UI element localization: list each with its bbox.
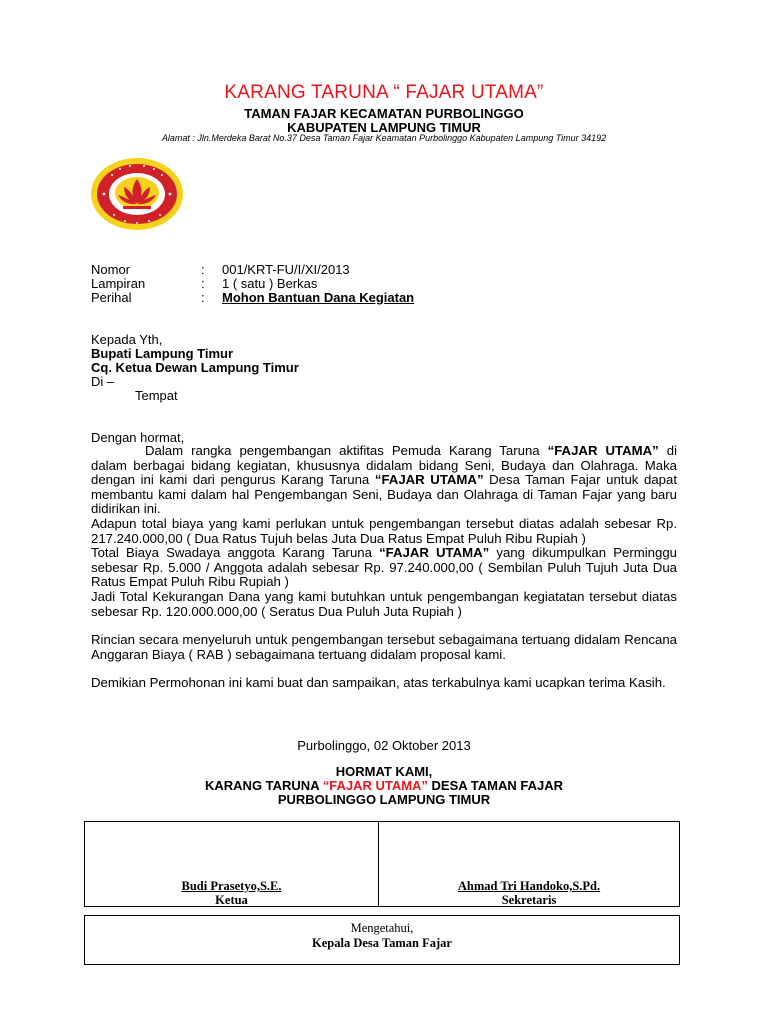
nomor-value: 001/KRT-FU/I/XI/2013 <box>222 262 350 277</box>
paragraph-6: Demikian Permohonan ini kami buat dan sampaikan, atas terkabulnya kami ucapkan terima Kasih. <box>91 675 666 691</box>
signature-table <box>84 821 680 907</box>
closing-line-3: PURBOLINGGO LAMPUNG TIMUR <box>277 792 491 807</box>
paragraph-5: Rincian secara menyeluruh untuk pengembangan tersebut sebagaimana tertuang didalam Rencana Anggaran Biaya ( RAB ) sebagaimana tertuang didalam proposal kami. <box>91 632 677 662</box>
nomor-label: Nomor <box>91 262 131 277</box>
signature-cell-secretary <box>379 822 679 906</box>
karang-taruna-emblem-icon <box>90 157 184 231</box>
organization-title: KARANG TARUNA “ FAJAR UTAMA” <box>224 82 544 103</box>
org-name-inline: “FAJAR UTAMA” <box>322 778 428 793</box>
acknowledgement-title: Kepala Desa Taman Fajar <box>312 936 452 950</box>
paragraph-4: Jadi Total Kekurangan Dana yang kami butuhkan untuk pengembangan kegiatatan tersebut diatas sebesar Rp. 120.000.000,00 ( Seratus Dua Puluh Juta Rupiah ) <box>91 588 677 619</box>
recipient-line-3: Di – <box>91 374 115 389</box>
lampiran-separator: : <box>201 276 205 291</box>
perihal-separator: : <box>201 290 205 305</box>
paragraph-3: Total Biaya Swadaya anggota Karang Taruna “FAJAR UTAMA” yang dikumpulkan Perminggu sebesar Rp. 5.000 / Anggota adalah sebesar Rp. 97.240.000,00 ( Sembilan Puluh Tujuh Juta Dua Ratus Empat Puluh Ribu Rupiah ) <box>91 545 677 590</box>
organization-address: Alamat : Jln.Merdeka Barat No.37 Desa Taman Fajar Keamatan Purbolinggo Kabupaten Lampung Timur 34192 <box>161 133 607 143</box>
lampiran-label: Lampiran <box>91 276 146 291</box>
salutation: Dengan hormat, <box>91 430 185 445</box>
recipient-line-4: Tempat <box>135 388 178 403</box>
closing-line-2: KARANG TARUNA “FAJAR UTAMA” DESA TAMAN FAJAR <box>205 778 563 793</box>
paragraph-1: Dalam rangka pengembangan aktifitas Pemuda Karang Taruna “FAJAR UTAMA” di dalam berbagai bidang kegiatan, khususnya didalam bidang Seni, Budaya dan Olahraga. Maka dengan ini kami dari pengurus Karang Taruna “FAJAR UTAMA” Desa Taman Fajar untuk dapat membantu kami dalam hal Pengembangan Seni, Budaya dan Olahraga di Taman Fajar yang baru didirikan ini. <box>91 443 678 517</box>
perihal-value: Mohon Bantuan Dana Kegiatan <box>222 290 415 305</box>
place-date: Purbolinggo, 02 Oktober 2013 <box>297 738 471 753</box>
org-name-inline: “FAJAR UTAMA” <box>379 545 490 561</box>
org-name-inline: “FAJAR UTAMA” <box>547 443 659 458</box>
secretary-name: Ahmad Tri Handoko,S.Pd. <box>457 879 601 893</box>
recipient-line-2: Cq. Ketua Dewan Lampung Timur <box>91 360 299 375</box>
recipient-greeting: Kepada Yth, <box>91 332 163 347</box>
acknowledgement-box <box>84 915 680 965</box>
organization-subtitle-2: KABUPATEN LAMPUNG TIMUR <box>287 120 481 135</box>
recipient-line-1: Bupati Lampung Timur <box>91 346 234 361</box>
signature-cell-chair <box>85 822 379 906</box>
organization-subtitle-1: TAMAN FAJAR KECAMATAN PURBOLINGGO <box>244 106 524 121</box>
secretary-role: Sekretaris <box>501 893 557 907</box>
closing-line-1: HORMAT KAMI, <box>335 764 433 779</box>
perihal-label: Perihal <box>91 290 132 305</box>
nomor-separator: : <box>201 262 205 277</box>
acknowledgement-label: Mengetahui, <box>350 921 414 935</box>
chair-name: Budi Prasetyo,S.E. <box>181 879 282 893</box>
letter-body <box>91 444 677 691</box>
chair-role: Ketua <box>215 893 248 907</box>
paragraph-2: Adapun total biaya yang kami perlukan untuk pengembangan tersebut diatas adalah sebesar Rp. 217.240.000,00 ( Dua Ratus Tujuh belas Juta Dua Ratus Empat Puluh Ribu Rupiah ) <box>91 515 677 546</box>
meta-perihal <box>91 290 591 306</box>
org-name-inline: “FAJAR UTAMA” <box>374 472 484 488</box>
lampiran-value: 1 ( satu ) Berkas <box>222 276 318 291</box>
